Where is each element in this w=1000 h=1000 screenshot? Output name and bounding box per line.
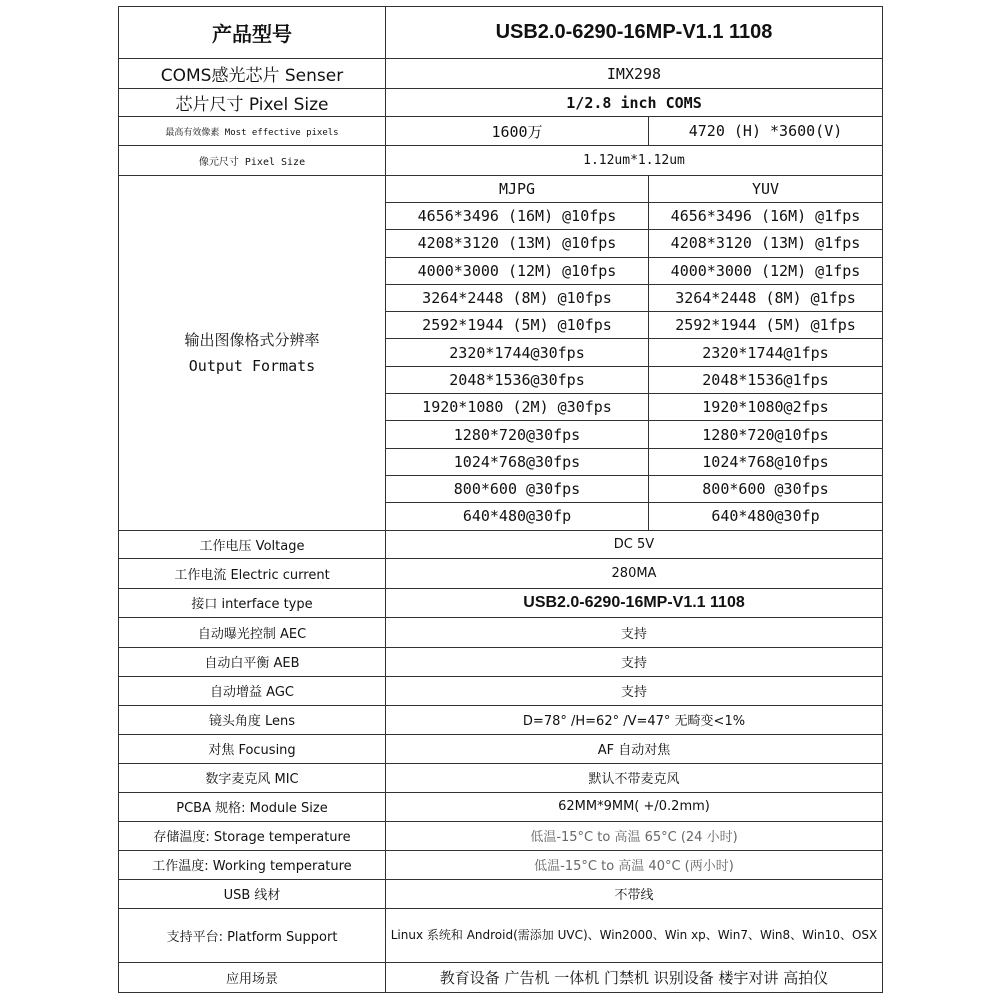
model-value: USB2.0-6290-16MP-V1.1 1108 — [386, 7, 883, 59]
row-output-header — [119, 176, 883, 203]
spec-value: 支持 — [386, 676, 883, 705]
spec-row — [119, 558, 883, 588]
row-chip-size — [119, 89, 883, 117]
row-pixel-size — [119, 146, 883, 176]
spec-label: 自动白平衡 AEB — [119, 647, 386, 676]
spec-row — [119, 850, 883, 879]
spec-value: USB2.0-6290-16MP-V1.1 1108 — [386, 588, 883, 617]
spec-label: 存储温度: Storage temperature — [119, 821, 386, 850]
chip-size-label: 芯片尺寸 Pixel Size — [119, 89, 386, 117]
spec-row — [119, 879, 883, 908]
spec-row — [119, 705, 883, 734]
spec-table — [118, 6, 883, 993]
spec-label: PCBA 规格: Module Size — [119, 792, 386, 821]
spec-value: 62MM*9MM( +/0.2mm) — [386, 792, 883, 821]
yuv-format: 1024*768@10fps — [649, 448, 883, 475]
spec-label: 工作电压 Voltage — [119, 530, 386, 558]
yuv-format: 3264*2448 (8M) @1fps — [649, 284, 883, 311]
spec-value: AF 自动对焦 — [386, 734, 883, 763]
mjpg-format: 2320*1744@30fps — [386, 339, 649, 366]
spec-label: 镜头角度 Lens — [119, 705, 386, 734]
spec-value: D=78° /H=62° /V=47° 无畸变<1% — [386, 705, 883, 734]
spec-value: 低温-15°C to 高温 65°C (24 小时) — [386, 821, 883, 850]
spec-row — [119, 647, 883, 676]
mjpg-format: 4000*3000 (12M) @10fps — [386, 257, 649, 284]
spec-label: 数字麦克风 MIC — [119, 763, 386, 792]
mjpg-format: 3264*2448 (8M) @10fps — [386, 284, 649, 311]
output-label — [119, 176, 386, 531]
pixel-size-label: 像元尺寸 Pixel Size — [119, 146, 386, 176]
mjpg-format: 1920*1080 (2M) @30fps — [386, 394, 649, 421]
spec-label: 对焦 Focusing — [119, 734, 386, 763]
spec-label: 应用场景 — [119, 962, 386, 992]
spec-value: 280MA — [386, 558, 883, 588]
mjpg-format: 1280*720@30fps — [386, 421, 649, 448]
sensor-label: COMS感光芯片 Senser — [119, 59, 386, 89]
yuv-format: 2048*1536@1fps — [649, 366, 883, 393]
yuv-format: 1920*1080@2fps — [649, 394, 883, 421]
row-effective-pixels — [119, 117, 883, 146]
yuv-format: 1280*720@10fps — [649, 421, 883, 448]
mjpg-format: 4208*3120 (13M) @10fps — [386, 230, 649, 257]
spec-value: 不带线 — [386, 879, 883, 908]
spec-label: 自动增益 AGC — [119, 676, 386, 705]
spec-value: Linux 系统和 Android(需添加 UVC)、Win2000、Win xp、Win7、Win8、Win10、OSX — [386, 908, 883, 962]
spec-row — [119, 962, 883, 992]
spec-row — [119, 821, 883, 850]
spec-label: 接口 interface type — [119, 588, 386, 617]
mjpg-format: 1024*768@30fps — [386, 448, 649, 475]
spec-row — [119, 734, 883, 763]
spec-value: 低温-15°C to 高温 40°C (两小时) — [386, 850, 883, 879]
yuv-header: YUV — [649, 176, 883, 203]
model-label: 产品型号 — [119, 7, 386, 59]
yuv-format: 2592*1944 (5M) @1fps — [649, 312, 883, 339]
spec-label: 工作温度: Working temperature — [119, 850, 386, 879]
effective-pixels-value1: 1600万 — [386, 117, 649, 146]
spec-row — [119, 792, 883, 821]
row-sensor — [119, 59, 883, 89]
spec-value: 支持 — [386, 617, 883, 647]
spec-value: 教育设备 广告机 一体机 门禁机 识别设备 楼宇对讲 高拍仪 — [386, 962, 883, 992]
spec-value: 支持 — [386, 647, 883, 676]
pixel-size-value: 1.12um*1.12um — [386, 146, 883, 176]
yuv-format: 2320*1744@1fps — [649, 339, 883, 366]
spec-row — [119, 530, 883, 558]
effective-pixels-value2: 4720 (H) *3600(V) — [649, 117, 883, 146]
spec-value: DC 5V — [386, 530, 883, 558]
spec-row — [119, 617, 883, 647]
chip-size-value: 1/2.8 inch COMS — [386, 89, 883, 117]
output-label-en: Output Formats — [188, 356, 316, 375]
yuv-format: 800*600 @30fps — [649, 475, 883, 502]
row-model — [119, 7, 883, 59]
spec-row — [119, 676, 883, 705]
mjpg-header: MJPG — [386, 176, 649, 203]
spec-value: 默认不带麦克风 — [386, 763, 883, 792]
mjpg-format: 2048*1536@30fps — [386, 366, 649, 393]
yuv-format: 4656*3496 (16M) @1fps — [649, 203, 883, 230]
spec-label: USB 线材 — [119, 879, 386, 908]
mjpg-format: 2592*1944 (5M) @10fps — [386, 312, 649, 339]
spec-label: 支持平台: Platform Support — [119, 908, 386, 962]
effective-pixels-label: 最高有效像素 Most effective pixels — [119, 117, 386, 146]
mjpg-format: 640*480@30fp — [386, 503, 649, 530]
mjpg-format: 4656*3496 (16M) @10fps — [386, 203, 649, 230]
spec-row — [119, 588, 883, 617]
yuv-format: 4000*3000 (12M) @1fps — [649, 257, 883, 284]
output-label-cn: 输出图像格式分辨率 — [184, 330, 320, 349]
spec-label: 自动曝光控制 AEC — [119, 617, 386, 647]
sensor-value: IMX298 — [386, 59, 883, 89]
yuv-format: 640*480@30fp — [649, 503, 883, 530]
spec-label: 工作电流 Electric current — [119, 558, 386, 588]
mjpg-format: 800*600 @30fps — [386, 475, 649, 502]
yuv-format: 4208*3120 (13M) @1fps — [649, 230, 883, 257]
spec-row — [119, 908, 883, 962]
spec-row — [119, 763, 883, 792]
